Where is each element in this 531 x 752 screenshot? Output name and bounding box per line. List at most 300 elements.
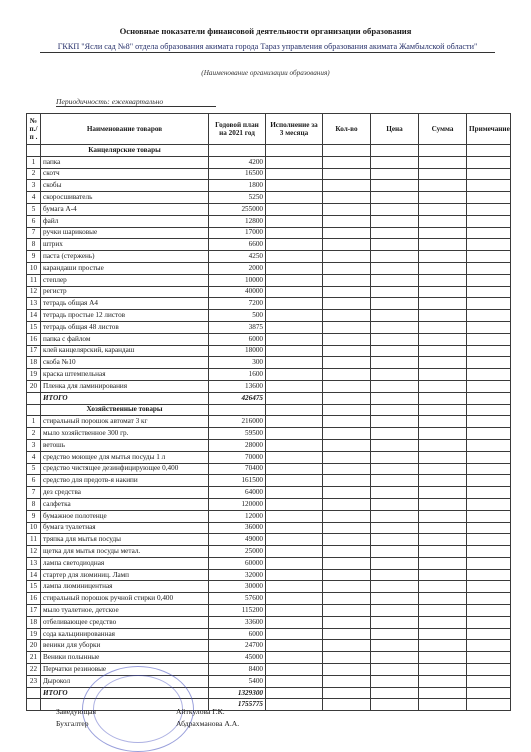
cell-empty [266, 628, 323, 640]
cell-empty [467, 640, 511, 652]
cell-empty [419, 392, 467, 404]
cell-empty [467, 534, 511, 546]
cell-empty [419, 569, 467, 581]
row-name: Перчатки резиновые [41, 664, 209, 676]
row-name: мыло туалетное, детское [41, 605, 209, 617]
cell-empty [266, 416, 323, 428]
cell-empty [467, 569, 511, 581]
cell-empty [419, 428, 467, 440]
cell-empty [419, 345, 467, 357]
section-header-row [27, 404, 511, 416]
cell-empty [467, 451, 511, 463]
cell-empty [266, 404, 323, 416]
row-name: скотч [41, 168, 209, 180]
cell-empty [266, 451, 323, 463]
table-row [27, 664, 511, 676]
cell-empty [323, 274, 371, 286]
cell-empty [323, 428, 371, 440]
row-number: 1 [27, 416, 41, 428]
cell-empty [371, 546, 419, 558]
row-number: 13 [27, 557, 41, 569]
cell-empty [371, 593, 419, 605]
cell-empty [371, 262, 419, 274]
row-plan: 4250 [209, 251, 266, 263]
row-number: 6 [27, 475, 41, 487]
table-row [27, 251, 511, 263]
cell-empty [419, 628, 467, 640]
row-name: регистр [41, 286, 209, 298]
row-number: 4 [27, 192, 41, 204]
cell-empty [371, 605, 419, 617]
row-number: 4 [27, 451, 41, 463]
cell-empty [266, 605, 323, 617]
row-plan: 24700 [209, 640, 266, 652]
cell-empty [467, 192, 511, 204]
cell-empty [467, 616, 511, 628]
cell-empty [323, 628, 371, 640]
cell-empty [467, 510, 511, 522]
row-number: 10 [27, 522, 41, 534]
cell-empty [266, 534, 323, 546]
row-name: тряпка для мытья посуды [41, 534, 209, 546]
cell-empty [323, 664, 371, 676]
table-row [27, 510, 511, 522]
signature-head [56, 707, 225, 716]
row-number: 19 [27, 628, 41, 640]
row-name: Веники полынные [41, 652, 209, 664]
cell-empty [371, 687, 419, 699]
row-plan: 32000 [209, 569, 266, 581]
cell-empty [323, 687, 371, 699]
table-row [27, 522, 511, 534]
row-plan: 6000 [209, 333, 266, 345]
cell-empty [467, 498, 511, 510]
cell-empty [266, 239, 323, 251]
cell-empty [209, 404, 266, 416]
row-plan: 2000 [209, 262, 266, 274]
cell-empty [209, 145, 266, 157]
table-row [27, 451, 511, 463]
cell-empty [371, 581, 419, 593]
cell-empty [266, 333, 323, 345]
cell-empty [266, 274, 323, 286]
periodicity: Периодичность: ежеквартально [56, 97, 216, 107]
table-row [27, 616, 511, 628]
table-row [27, 345, 511, 357]
cell-empty [266, 357, 323, 369]
cell-empty [419, 286, 467, 298]
cell-empty [371, 640, 419, 652]
cell-empty [467, 333, 511, 345]
cell-empty [467, 357, 511, 369]
cell-empty [371, 345, 419, 357]
cell-empty [266, 428, 323, 440]
cell-empty [371, 699, 419, 711]
row-plan: 500 [209, 310, 266, 322]
cell-empty [467, 605, 511, 617]
cell-empty [266, 298, 323, 310]
cell-empty [467, 227, 511, 239]
cell-empty [266, 392, 323, 404]
cell-empty [266, 569, 323, 581]
row-number: 9 [27, 251, 41, 263]
cell-empty [266, 522, 323, 534]
cell-empty [371, 203, 419, 215]
goods-table [26, 113, 511, 711]
cell-empty [323, 616, 371, 628]
row-name: стиральный порошок автомат 3 кг [41, 416, 209, 428]
row-number: 14 [27, 310, 41, 322]
row-plan: 18000 [209, 345, 266, 357]
table-row [27, 569, 511, 581]
section-title: Канцелярские товары [41, 145, 209, 157]
cell-empty [371, 475, 419, 487]
col-sum: Сумма [419, 114, 467, 145]
row-plan: 12000 [209, 510, 266, 522]
cell-empty [419, 203, 467, 215]
row-name: лампа люминицентная [41, 581, 209, 593]
row-number: 8 [27, 239, 41, 251]
cell-empty [467, 652, 511, 664]
cell-empty [467, 593, 511, 605]
cell-empty [371, 498, 419, 510]
row-name: тетрадь общая А4 [41, 298, 209, 310]
cell-empty [371, 534, 419, 546]
cell-empty [467, 251, 511, 263]
cell-empty [419, 510, 467, 522]
cell-empty [323, 652, 371, 664]
cell-empty [419, 581, 467, 593]
cell-empty [371, 428, 419, 440]
cell-empty [419, 274, 467, 286]
cell-empty [467, 404, 511, 416]
cell-empty [419, 404, 467, 416]
cell-empty [419, 192, 467, 204]
cell-empty [467, 439, 511, 451]
cell-empty [27, 145, 41, 157]
table-row [27, 192, 511, 204]
row-name: Дырокол [41, 675, 209, 687]
cell-empty [419, 463, 467, 475]
row-number: 17 [27, 345, 41, 357]
row-name: стиральный порошок ручной стирки 0,400 [41, 593, 209, 605]
organization-hint: (Наименование организации образования) [201, 69, 330, 77]
cell-empty [371, 652, 419, 664]
cell-empty [371, 286, 419, 298]
cell-empty [323, 333, 371, 345]
total-value: 1329300 [209, 687, 266, 699]
cell-empty [419, 298, 467, 310]
cell-empty [467, 475, 511, 487]
cell-empty [323, 640, 371, 652]
cell-empty [266, 546, 323, 558]
cell-empty [419, 215, 467, 227]
cell-empty [371, 369, 419, 381]
cell-empty [27, 687, 41, 699]
cell-empty [467, 463, 511, 475]
cell-empty [419, 557, 467, 569]
cell-empty [371, 310, 419, 322]
cell-empty [467, 380, 511, 392]
row-number: 11 [27, 534, 41, 546]
table-row [27, 605, 511, 617]
signature-role: Бухгалтер [56, 719, 89, 728]
row-plan: 64000 [209, 487, 266, 499]
row-plan: 1800 [209, 180, 266, 192]
cell-empty [323, 203, 371, 215]
row-number: 13 [27, 298, 41, 310]
row-number: 23 [27, 675, 41, 687]
row-name: клей канцелярский, карандаш [41, 345, 209, 357]
cell-empty [419, 380, 467, 392]
table-row [27, 180, 511, 192]
stamp-inner-ring [93, 675, 183, 743]
cell-empty [323, 546, 371, 558]
cell-empty [371, 628, 419, 640]
cell-empty [419, 262, 467, 274]
row-plan: 5250 [209, 192, 266, 204]
row-name: щетка для мытья посуды метал. [41, 546, 209, 558]
cell-empty [371, 156, 419, 168]
total-value: 426475 [209, 392, 266, 404]
cell-empty [266, 498, 323, 510]
cell-empty [371, 227, 419, 239]
cell-empty [266, 286, 323, 298]
row-plan: 6000 [209, 628, 266, 640]
row-name: ручки шариковые [41, 227, 209, 239]
organization-name: ГККП "Ясли сад №8" отдела образования акимата города Тараз управления образования акимата Жамбылской области" [40, 42, 495, 53]
row-number: 11 [27, 274, 41, 286]
cell-empty [371, 522, 419, 534]
row-name: файл [41, 215, 209, 227]
row-plan: 4200 [209, 156, 266, 168]
cell-empty [266, 251, 323, 263]
cell-empty [419, 687, 467, 699]
cell-empty [419, 156, 467, 168]
col-plan: Годовой план на 2021 год [209, 114, 266, 145]
row-name: лампа светодиодная [41, 557, 209, 569]
table-header-row [27, 114, 511, 145]
table-row [27, 310, 511, 322]
row-plan: 33600 [209, 616, 266, 628]
row-plan: 216000 [209, 416, 266, 428]
row-plan: 161500 [209, 475, 266, 487]
cell-empty [371, 145, 419, 157]
cell-empty [467, 557, 511, 569]
cell-empty [467, 203, 511, 215]
table-row [27, 581, 511, 593]
cell-empty [467, 487, 511, 499]
total-label: ИТОГО [41, 687, 209, 699]
cell-empty [323, 156, 371, 168]
cell-empty [323, 510, 371, 522]
row-name: средство чистящее дезинфицирующее 0,400 [41, 463, 209, 475]
row-plan: 70400 [209, 463, 266, 475]
cell-empty [266, 652, 323, 664]
cell-empty [467, 416, 511, 428]
row-number: 22 [27, 664, 41, 676]
cell-empty [266, 262, 323, 274]
cell-empty [419, 180, 467, 192]
row-plan: 8400 [209, 664, 266, 676]
cell-empty [467, 345, 511, 357]
table-row [27, 168, 511, 180]
row-number: 21 [27, 652, 41, 664]
table-row [27, 593, 511, 605]
row-plan: 16500 [209, 168, 266, 180]
cell-empty [266, 203, 323, 215]
cell-empty [266, 557, 323, 569]
row-number: 5 [27, 463, 41, 475]
row-plan: 49000 [209, 534, 266, 546]
row-plan: 70000 [209, 451, 266, 463]
cell-empty [419, 534, 467, 546]
row-number: 16 [27, 593, 41, 605]
row-plan: 45000 [209, 652, 266, 664]
row-number: 15 [27, 581, 41, 593]
cell-empty [323, 310, 371, 322]
cell-empty [419, 451, 467, 463]
table-row [27, 487, 511, 499]
cell-empty [467, 675, 511, 687]
cell-empty [323, 239, 371, 251]
cell-empty [266, 640, 323, 652]
cell-empty [266, 168, 323, 180]
cell-empty [371, 439, 419, 451]
table-row [27, 227, 511, 239]
col-num: № п./п . [27, 114, 41, 145]
cell-empty [467, 687, 511, 699]
row-name: паста (стержень) [41, 251, 209, 263]
signature-accountant [56, 719, 240, 728]
cell-empty [371, 392, 419, 404]
row-name: папка с файлом [41, 333, 209, 345]
row-name: карандаши простые [41, 262, 209, 274]
cell-empty [467, 428, 511, 440]
cell-empty [266, 664, 323, 676]
row-number: 18 [27, 616, 41, 628]
table-row [27, 652, 511, 664]
cell-empty [371, 333, 419, 345]
row-plan: 60000 [209, 557, 266, 569]
section-title: Хозяйственные товары [41, 404, 209, 416]
cell-empty [266, 321, 323, 333]
row-plan: 115200 [209, 605, 266, 617]
row-number: 12 [27, 286, 41, 298]
cell-empty [467, 274, 511, 286]
cell-empty [266, 487, 323, 499]
cell-empty [323, 357, 371, 369]
row-plan: 5400 [209, 675, 266, 687]
cell-empty [266, 593, 323, 605]
row-number: 7 [27, 487, 41, 499]
row-name: тетрадь общая 48 листов [41, 321, 209, 333]
row-number: 19 [27, 369, 41, 381]
col-exec: Исполнение за 3 месяца [266, 114, 323, 145]
cell-empty [371, 463, 419, 475]
table-row [27, 369, 511, 381]
cell-empty [323, 569, 371, 581]
table-row [27, 463, 511, 475]
col-note: Примечание [467, 114, 511, 145]
table-row [27, 416, 511, 428]
cell-empty [371, 675, 419, 687]
cell-empty [323, 463, 371, 475]
cell-empty [371, 616, 419, 628]
cell-empty [467, 262, 511, 274]
row-plan: 7200 [209, 298, 266, 310]
row-name: салфетка [41, 498, 209, 510]
cell-empty [419, 699, 467, 711]
cell-empty [266, 699, 323, 711]
cell-empty [323, 404, 371, 416]
cell-empty [323, 522, 371, 534]
cell-empty [467, 369, 511, 381]
row-plan: 300 [209, 357, 266, 369]
cell-empty [419, 251, 467, 263]
cell-empty [266, 227, 323, 239]
cell-empty [266, 180, 323, 192]
table-row [27, 333, 511, 345]
row-plan: 28000 [209, 439, 266, 451]
row-name: ветошь [41, 439, 209, 451]
row-number: 9 [27, 510, 41, 522]
cell-empty [371, 416, 419, 428]
row-name: скоросшиватель [41, 192, 209, 204]
table-row [27, 534, 511, 546]
cell-empty [323, 675, 371, 687]
row-number: 3 [27, 180, 41, 192]
row-number: 2 [27, 428, 41, 440]
cell-empty [266, 475, 323, 487]
cell-empty [323, 498, 371, 510]
cell-empty [323, 557, 371, 569]
row-number: 17 [27, 605, 41, 617]
cell-empty [371, 192, 419, 204]
grand-total-value: 1755775 [209, 699, 266, 711]
cell-empty [467, 239, 511, 251]
cell-empty [371, 569, 419, 581]
cell-empty [323, 380, 371, 392]
cell-empty [266, 463, 323, 475]
table-row [27, 321, 511, 333]
table-row [27, 286, 511, 298]
row-name: бумажное полотенце [41, 510, 209, 522]
cell-empty [371, 298, 419, 310]
table-row [27, 274, 511, 286]
row-number: 15 [27, 321, 41, 333]
total-label: ИТОГО [41, 392, 209, 404]
row-name: средство моющее для мытья посуды 1 л [41, 451, 209, 463]
cell-empty [467, 168, 511, 180]
cell-empty [266, 380, 323, 392]
table-row [27, 640, 511, 652]
cell-empty [419, 333, 467, 345]
cell-empty [419, 616, 467, 628]
table-row [27, 557, 511, 569]
cell-empty [419, 498, 467, 510]
cell-empty [419, 675, 467, 687]
cell-empty [371, 380, 419, 392]
row-name: краска штемпельная [41, 369, 209, 381]
cell-empty [371, 251, 419, 263]
row-number: 20 [27, 640, 41, 652]
row-name: скобы [41, 180, 209, 192]
cell-empty [27, 404, 41, 416]
row-plan: 36000 [209, 522, 266, 534]
document-title: Основные показатели финансовой деятельности организации образования [119, 26, 412, 36]
cell-empty [323, 451, 371, 463]
